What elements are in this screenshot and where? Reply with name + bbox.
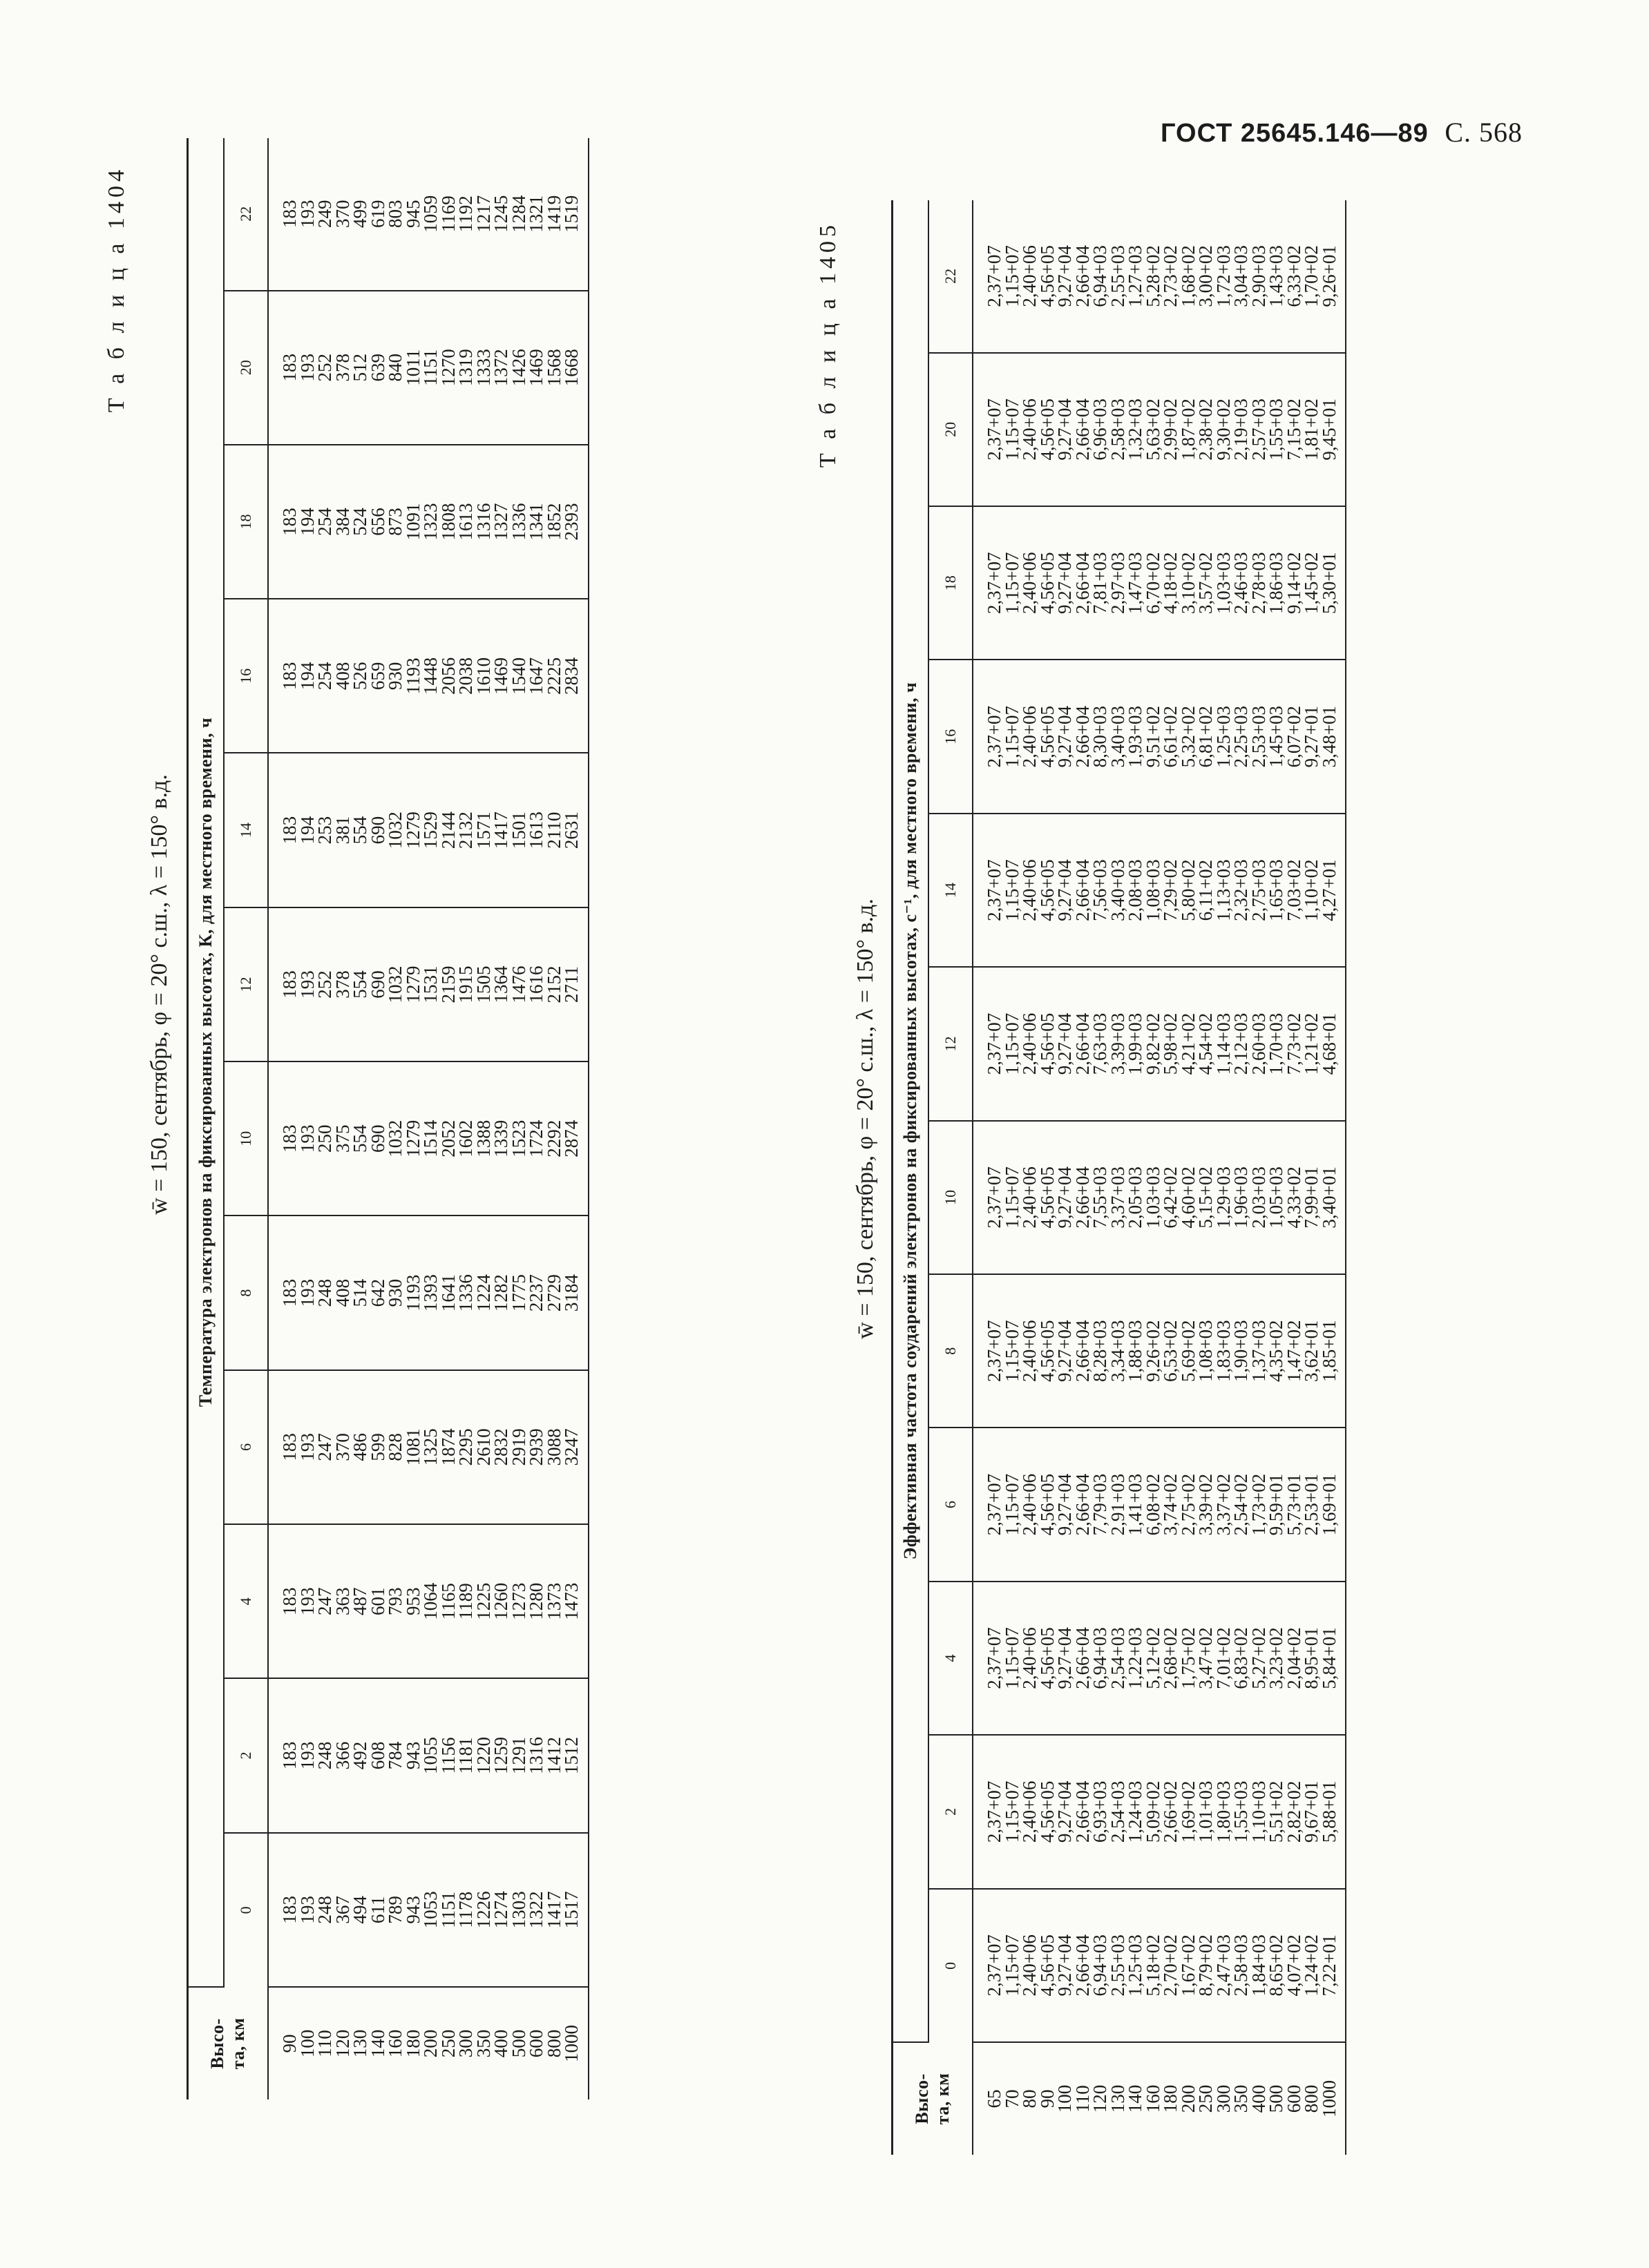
table-1405 [891,200,1346,2155]
value-column: 183 194 254 408 526 659 930 1193 1448 2056 2038 1610 1469 1540 1647 2225 2834 [268,599,589,753]
value-column: 183 193 249 370 499 619 803 945 1059 1169 1192 1217 1245 1284 1321 1419 1519 [268,138,589,291]
value-column: 183 193 248 366 492 608 784 943 1055 1156 1181 1220 1259 1291 1316 1412 1512 [268,1678,589,1832]
value-column: 183 194 254 384 524 656 873 1091 1323 1808 1613 1316 1327 1336 1341 1852 2393 [268,445,589,599]
value-column: 2,37+07 1,15+07 2,40+06 4,56+05 9,27+04 2,66+04 7,81+03 2,97+03 1,47+03 6,70+02 4,18+02 3,10+02 3,57+02 1,03+03 2,46+03 2,78+03 1,86+03 9,14+02 1,45+02 5,30+01 [973,506,1346,660]
table-1405-caption: Эффективная частота соударений электронов на фиксированных высотах, с⁻¹, для местного времени, ч [893,200,929,2042]
value-column: 2,37+07 1,15+07 2,40+06 4,56+05 9,27+04 2,66+04 6,94+03 2,54+03 1,22+03 5,12+02 2,68+02 1,75+02 3,47+02 7,01+02 6,83+02 5,27+02 3,23+02 2,04+02 8,95+01 5,84+01 [973,1582,1346,1735]
hour-header: 18 [224,445,268,599]
hour-header: 8 [928,1274,973,1428]
value-column: 183 194 253 381 554 690 1032 1279 1529 2144 2132 1571 1417 1501 1613 2110 2631 [268,753,589,907]
page-number: С. 568 [1445,117,1523,148]
value-column: 2,37+07 1,15+07 2,40+06 4,56+05 9,27+04 2,66+04 8,28+03 3,34+03 1,88+03 9,26+02 6,53+02 5,69+02 1,08+03 1,83+03 1,90+03 1,37+03 4,35+02 1,47+02 3,62+01 1,85+01 [973,1274,1346,1428]
value-column: 183 193 252 378 554 690 1032 1279 1531 2159 1915 1505 1364 1476 1616 2152 2711 [268,907,589,1061]
hour-header: 10 [928,1121,973,1274]
row-header: Высо- та, км [893,2042,973,2155]
table-1405-block [815,200,1575,2155]
value-column: 183 193 248 367 494 611 789 943 1053 1151 1178 1226 1274 1303 1322 1417 1517 [268,1833,589,1987]
hour-header: 4 [224,1524,268,1678]
height-column: 65 70 80 90 100 110 120 130 140 160 180 200 250 300 350 400 500 600 800 1000 [973,2042,1346,2155]
hour-header: 10 [224,1061,268,1215]
hour-header: 16 [224,599,268,753]
value-column: 2,37+07 1,15+07 2,40+06 4,56+05 9,27+04 2,66+04 6,96+03 2,58+03 1,32+03 5,63+02 2,99+02 1,87+02 2,38+02 9,30+02 2,19+03 2,57+03 1,55+03 7,15+02 1,81+02 9,45+01 [973,353,1346,506]
hour-header: 6 [224,1370,268,1524]
hour-header: 12 [928,967,973,1120]
hour-header: 20 [928,353,973,506]
hour-header: 22 [224,138,268,291]
table-1404 [187,138,589,2099]
table-1404-subtitle: w̄ = 150, сентябрь, φ = 20° с.ш., λ = 150° в.д. [146,774,172,1215]
hour-header: 4 [928,1582,973,1735]
value-column: 183 193 248 408 514 642 930 1193 1393 1641 1336 1224 1282 1775 2237 2729 3184 [268,1215,589,1370]
hour-header: 12 [224,907,268,1061]
table-1405-title: Т а б л и ц а 1405 [815,221,841,468]
value-column: 183 193 250 375 554 690 1032 1279 1514 2052 1602 1388 1339 1523 1724 2292 2874 [268,1061,589,1215]
hour-header: 8 [224,1215,268,1370]
table-1404-title: Т а б л и ц а 1404 [104,166,129,413]
hour-header: 2 [928,1735,973,1888]
hour-header: 2 [224,1678,268,1832]
page-header [1161,116,1575,164]
value-column: 183 193 247 363 487 601 793 953 1064 1165 1189 1225 1260 1273 1280 1373 1473 [268,1524,589,1678]
hour-header: 20 [224,291,268,445]
hour-header: 22 [928,200,973,353]
hour-header: 0 [928,1889,973,2042]
value-column: 183 193 247 370 486 599 828 1081 1325 1874 2295 2610 2832 2919 2939 3088 3247 [268,1370,589,1524]
hour-header: 14 [928,814,973,967]
value-column: 2,37+07 1,15+07 2,40+06 4,56+05 9,27+04 2,66+04 7,79+03 2,91+03 1,41+03 6,08+02 3,74+02 2,75+02 3,39+02 3,37+02 2,54+02 1,73+02 9,59+01 5,73+01 2,53+01 1,69+01 [973,1428,1346,1581]
hour-header: 6 [928,1428,973,1581]
value-column: 2,37+07 1,15+07 2,40+06 4,56+05 9,27+04 2,66+04 8,30+03 3,40+03 1,93+03 9,51+02 6,61+02 5,32+02 6,81+02 1,25+03 2,25+03 2,53+03 1,45+03 6,07+02 9,27+01 3,48+01 [973,660,1346,813]
hour-header: 14 [224,753,268,907]
table-1404-block [104,138,781,2099]
value-column: 2,37+07 1,15+07 2,40+06 4,56+05 9,27+04 2,66+04 7,55+03 3,37+03 2,05+03 1,03+03 6,42+02 4,60+02 5,15+02 1,29+03 1,96+03 2,03+03 1,05+03 4,33+02 7,99+01 3,40+01 [973,1121,1346,1274]
row-header: Высо- та, км [188,1987,269,2099]
value-column: 2,37+07 1,15+07 2,40+06 4,56+05 9,27+04 2,66+04 7,56+03 3,40+03 2,08+03 1,08+03 7,29+02 5,80+02 6,11+02 1,13+03 2,32+03 2,75+03 1,65+03 7,03+02 1,10+02 4,27+01 [973,814,1346,967]
table-row [268,138,589,2099]
value-column: 2,37+07 1,15+07 2,40+06 4,56+05 9,27+04 2,66+04 7,63+03 3,39+03 1,99+03 9,82+02 5,98+02 4,21+02 4,54+02 1,14+03 2,12+03 2,60+03 1,70+03 7,73+02 1,21+02 4,68+01 [973,967,1346,1120]
table-row [973,200,1346,2155]
hour-header: 18 [928,506,973,660]
gost-code: ГОСТ 25645.146—89 [1161,119,1429,148]
value-column: 2,37+07 1,15+07 2,40+06 4,56+05 9,27+04 2,66+04 6,94+03 2,55+03 1,27+03 5,28+02 2,73+02 1,68+02 3,00+02 1,72+03 3,04+03 2,90+03 1,43+03 6,33+02 1,70+02 9,26+01 [973,200,1346,353]
table-1404-caption: Температура электронов на фиксированных высотах, К, для местного времени, ч [188,138,225,1987]
hour-header: 0 [224,1833,268,1987]
value-column: 2,37+07 1,15+07 2,40+06 4,56+05 9,27+04 2,66+04 6,93+03 2,54+03 1,24+03 5,09+02 2,66+02 1,69+02 1,01+03 1,80+03 1,55+03 1,10+03 5,51+02 2,82+02 9,67+01 5,88+01 [973,1735,1346,1888]
height-column: 90 100 110 120 130 140 160 180 200 250 300 350 400 500 600 800 1000 [268,1987,589,2099]
hour-header: 16 [928,660,973,813]
table-1405-subtitle: w̄ = 150, сентябрь, φ = 20° с.ш., λ = 150° в.д. [852,898,878,1339]
value-column: 183 193 252 378 512 639 840 1011 1151 1270 1319 1333 1372 1426 1469 1568 1668 [268,291,589,445]
value-column: 2,37+07 1,15+07 2,40+06 4,56+05 9,27+04 2,66+04 6,94+03 2,55+03 1,25+03 5,18+02 2,70+02 1,67+02 8,79+02 2,47+03 2,58+03 1,84+03 8,65+02 4,07+02 1,24+02 7,22+01 [973,1889,1346,2042]
